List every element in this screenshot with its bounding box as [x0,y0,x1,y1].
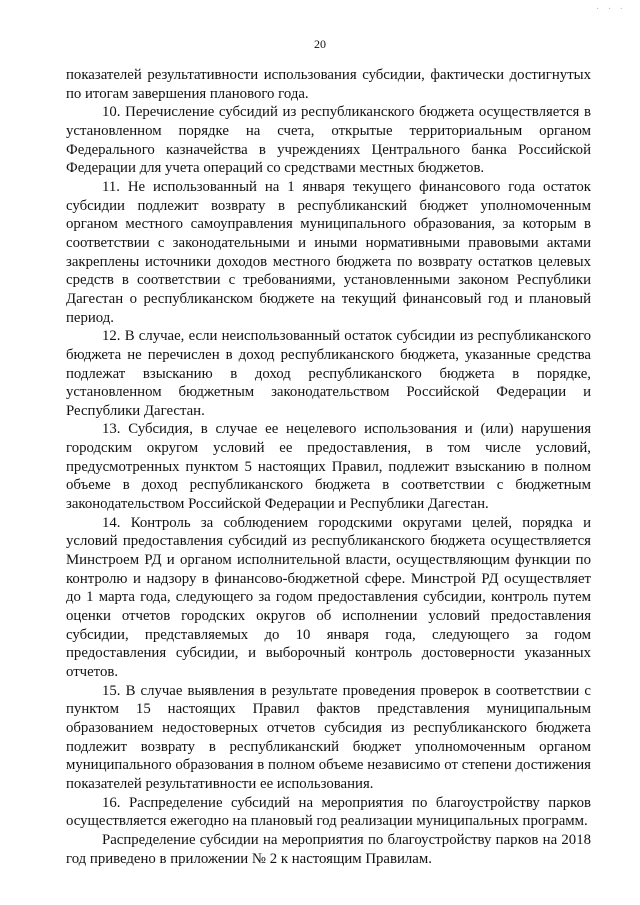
document-body [66,66,591,868]
paragraph-14: 14. Контроль за соблюдением городскими округами целей, порядка и условий предоставления субсидий из республиканского бюджета осуществляется Минстроем РД и органом исполнительной власти, осуществляющим функции по контролю и надзору в финансово-бюджетной сфере. Минстрой РД осуществляет до 1 марта года, следующего за годом предоставления субсидии, контроль путем оценки отчетов городских округов об исполнении условий предоставления субсидии, представляемых до 10 января года, следующего за годом предоставления субсидии, и выборочный контроль достоверности указанных отчетов. [66,514,591,680]
paragraph-15: 15. В случае выявления в результате проведения проверок в соответствии с пунктом 15 настоящих Правил фактов представления муниципальным образованием недостоверных отчетов субсидия из республиканского бюджета подлежит возврату в республиканский бюджет уполномоченным органом муниципального образования в полном объеме независимо от степени достижения показателей результативности ее использования. [66,682,591,792]
paragraph-11: 11. Не использованный на 1 января текущего финансового года остаток субсидии подлежит возврату в республиканский бюджет уполномоченным органом местного самоуправления муниципального образования, за которым в соответствии с законодательными и иными нормативными правовыми актами закреплены источники доходов местного бюджета по возврату остатков целевых средств в соответствии с требованиями, установленными законом Республики Дагестан о республиканском бюджете на текущий финансовый год и плановый период. [66,178,591,326]
paragraph-13: 13. Субсидия, в случае ее нецелевого использования и (или) нарушения городским округом условий ее предоставления, в том числе условий, предусмотренных пунктом 5 настоящих Правил, подлежит взысканию в полном объеме в доход республиканского бюджета в соответствии с бюджетным законодательством Российской Федерации и Республики Дагестан. [66,421,591,513]
scan-corner-marks: · · · [596,4,626,15]
paragraph-16-distribution: Распределение субсидии на мероприятия по благоустройству парков на 2018 год приведено в приложении № 2 к настоящим Правилам. [66,831,591,867]
paragraph-12: 12. В случае, если неиспользованный остаток субсидии из республиканского бюджета не перечислен в доход республиканского бюджета, указанные средства подлежат взысканию в доход республиканского бюджета в порядке, установленном бюджетным законодательством Российской Федерации и Республики Дагестан. [66,328,591,419]
page-number: 20 [314,37,326,51]
paragraph-10: 10. Перечисление субсидий из республиканского бюджета осуществляется в установленном порядке на счета, открытые территориальным органом Федерального казначейства в учреждениях Центрального банка Российской Федерации для учета операций со средствами местных бюджетов. [66,104,591,177]
paragraph-16: 16. Распределение субсидий на мероприятия по благоустройству парков осуществляется ежегодно на плановый год реализации муниципальных программ. [66,794,591,830]
paragraph-continuation: показателей результативности использования субсидии, фактически достигнутых по итогам завершения планового года. [66,67,591,102]
